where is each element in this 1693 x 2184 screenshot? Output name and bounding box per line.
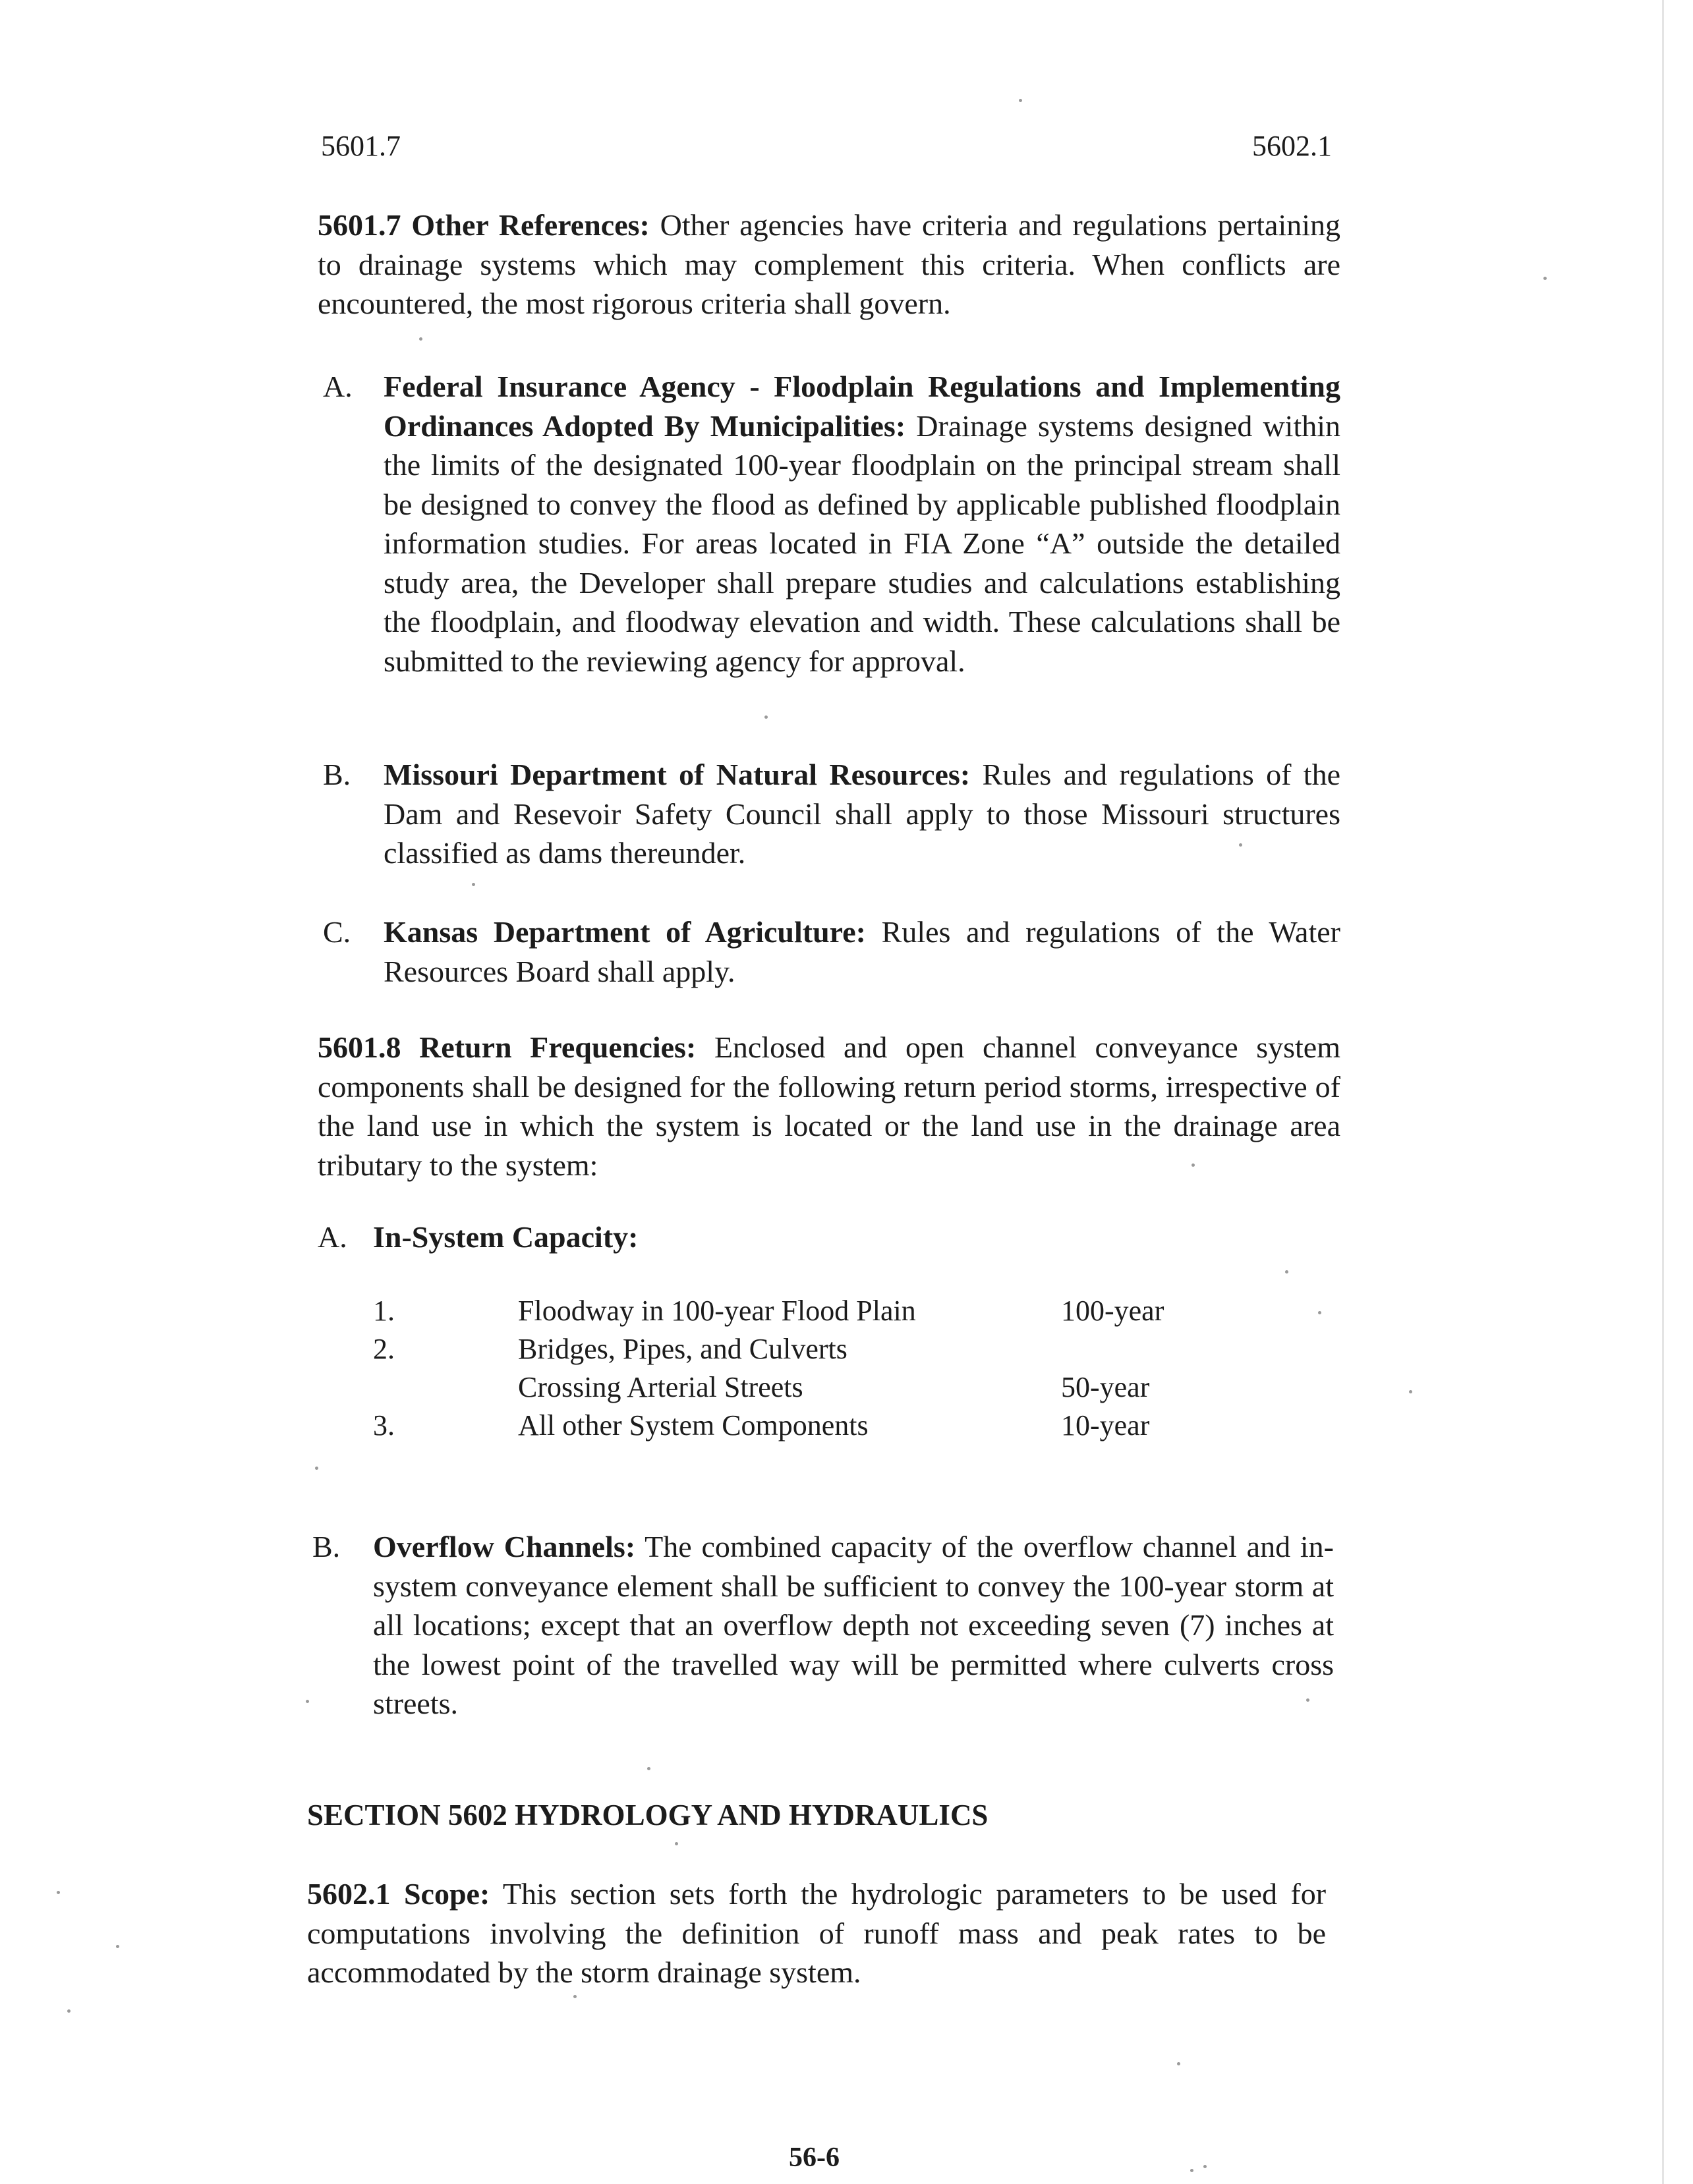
section-text: This section sets forth the hydrologic parameters to be used for computations involving the definition of runoff mass and peak rates to be accommodated by the storm drainage system.	[307, 1877, 1327, 1989]
scan-speck	[1239, 843, 1242, 847]
scan-speck	[116, 1945, 119, 1948]
item-c-letter: C.	[323, 915, 351, 949]
scan-speck	[573, 1995, 577, 1998]
in-system-title: In-System Capacity:	[373, 1220, 639, 1254]
page-number: 56-6	[789, 2142, 840, 2173]
scan-speck	[1409, 1390, 1412, 1393]
table-row-1-desc: Floodway in 100-year Flood Plain	[518, 1295, 916, 1327]
overflow-title: Overflow Channels:	[373, 1530, 636, 1563]
section-title: Return Frequencies:	[419, 1030, 697, 1064]
scan-speck	[1543, 277, 1547, 280]
header-right: 5602.1	[1252, 130, 1332, 162]
table-row-2-desc: Bridges, Pipes, and Culverts	[518, 1333, 847, 1365]
in-system-letter: A.	[318, 1220, 347, 1254]
scan-speck	[1285, 1270, 1288, 1274]
item-c-body	[384, 912, 1340, 991]
item-b-letter: B.	[323, 758, 351, 791]
overflow-text: The combined capacity of the overflow channel and in-system conveyance element shall be sufficient to convey the 100-year storm at all locations; except that an overflow depth not exceeding seven (7) inches at the lowest point of the travelled way will be permitted where culverts cross streets.	[373, 1530, 1334, 1720]
scan-speck	[1191, 1163, 1195, 1167]
section-number: 5601.8	[318, 1030, 401, 1064]
scan-speck	[57, 1891, 60, 1894]
section-title: Scope:	[403, 1877, 490, 1911]
scan-edge-line	[1662, 0, 1664, 2184]
item-a-text: Drainage systems designed within the limits of the designated 100-year floodplain on the principal stream shall be designed to convey the flood as defined by applicable published floodplain information studies. For areas located in FIA Zone “A” outside the detailed study area, the Developer shall prepare studies and calculations establishing the floodplain, and floodway elevation and width. These calculations shall be submitted to the reviewing agency for approval.	[384, 408, 1341, 678]
paragraph-5602-1	[307, 1874, 1326, 1992]
scan-speck	[306, 1700, 309, 1703]
overflow-letter: B.	[312, 1530, 341, 1563]
table-row-1-num: 1.	[373, 1295, 395, 1327]
table-row-4-num: 3.	[373, 1409, 395, 1442]
paragraph-5601-7	[318, 206, 1340, 323]
scan-speck	[647, 1767, 650, 1770]
table-row-2-num: 2.	[373, 1333, 395, 1365]
paragraph-5601-8	[318, 1028, 1340, 1185]
section-number: 5601.7	[318, 208, 401, 242]
section-text: Enclosed and open channel conveyance system components shall be designed for the following return period storms, irrespective of the land use in which the system is located or the land use in the drainage area tributary to the system:	[318, 1030, 1340, 1182]
table-row-1-period: 100-year	[1061, 1295, 1164, 1327]
table-row-4-desc: All other System Components	[518, 1409, 869, 1442]
scan-speck	[1019, 99, 1022, 102]
table-row-3-desc: Crossing Arterial Streets	[518, 1371, 803, 1403]
section-title: Other References:	[411, 208, 650, 242]
section-5602-heading: SECTION 5602 HYDROLOGY AND HYDRAULICS	[307, 1799, 989, 1832]
item-a-body	[384, 367, 1340, 681]
section-text: Other agencies have criteria and regulations pertaining to drainage systems which may complement this criteria. When conflicts are encountered, the most rigorous criteria shall govern.	[318, 208, 1341, 320]
scan-speck	[675, 1842, 678, 1845]
scan-speck	[472, 883, 475, 886]
scan-speck	[1203, 2165, 1207, 2168]
item-c-title: Kansas Department of Agriculture:	[384, 915, 866, 949]
item-b-body	[384, 755, 1340, 873]
scan-speck	[1306, 1698, 1309, 1702]
scan-speck	[67, 2009, 71, 2013]
scan-speck	[419, 337, 422, 341]
section-number: 5602.1	[307, 1877, 391, 1911]
overflow-body	[373, 1527, 1334, 1723]
scan-speck	[1190, 2169, 1193, 2172]
table-row-4-period: 10-year	[1061, 1409, 1150, 1442]
header-left: 5601.7	[321, 130, 401, 162]
scan-speck	[764, 715, 768, 719]
table-row-3-period: 50-year	[1061, 1371, 1150, 1403]
scan-speck	[1177, 2062, 1180, 2065]
item-c-text: Rules and regulations of the Water Resources Board shall apply.	[384, 915, 1340, 988]
item-b-title: Missouri Department of Natural Resources:	[384, 758, 971, 791]
scan-speck	[1318, 1311, 1321, 1314]
item-a-letter: A.	[323, 370, 353, 403]
item-a-title: Federal Insurance Agency - Floodplain Regulations and Implementing Ordinances Adopted By Municipalities:	[384, 370, 1340, 443]
item-b-text: Rules and regulations of the Dam and Resevoir Safety Council shall apply to those Missouri structures classified as dams thereunder.	[384, 758, 1341, 870]
scan-speck	[315, 1467, 318, 1470]
